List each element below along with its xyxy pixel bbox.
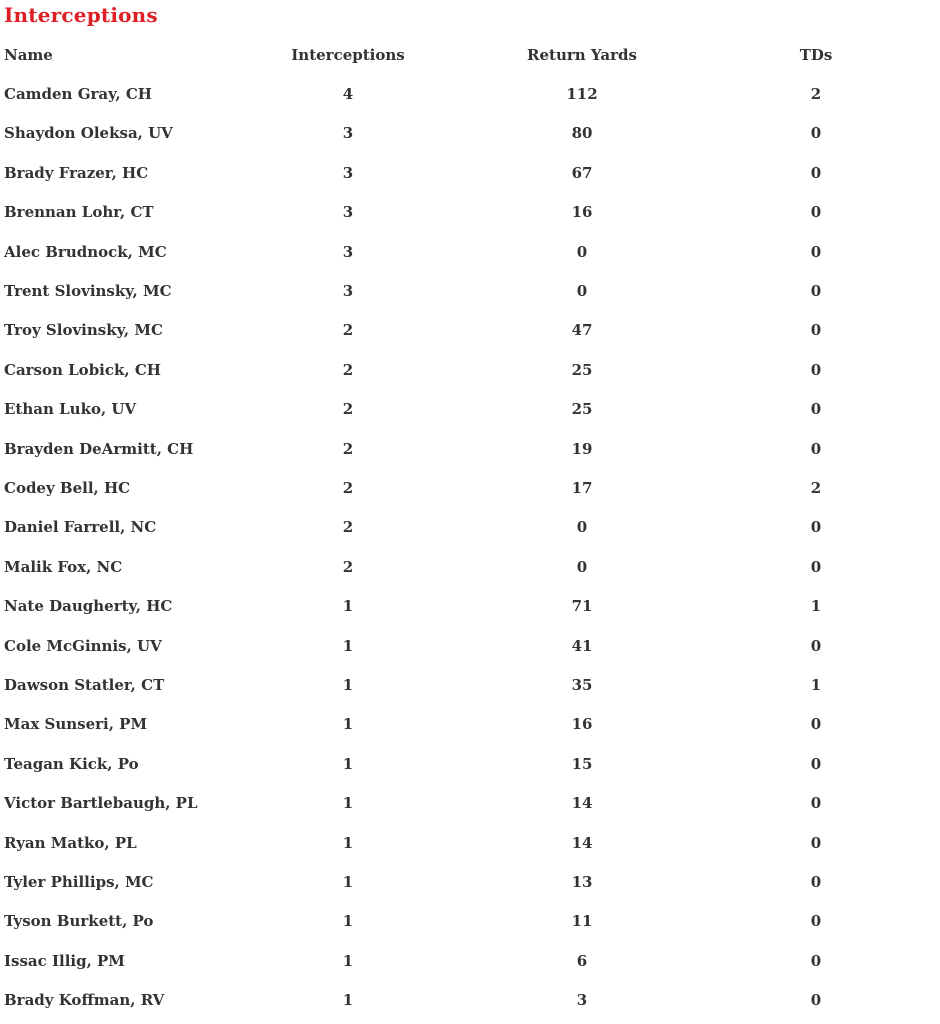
tds-cell: 2	[810, 85, 822, 104]
table-row	[0, 705, 940, 744]
tds-cell: 0	[810, 912, 822, 931]
tds-cell: 0	[810, 518, 822, 537]
player-name-cell: Troy Slovinsky, MC	[4, 321, 163, 340]
player-name-cell: Brady Koffman, RV	[4, 991, 165, 1010]
return-yards-cell: 19	[571, 439, 593, 458]
table-row	[0, 823, 940, 862]
tds-cell: 1	[810, 675, 822, 694]
interceptions-cell: 3	[342, 124, 354, 143]
return-yards-cell: 25	[571, 400, 593, 419]
tds-cell: 0	[810, 951, 822, 970]
player-name-cell: Victor Bartlebaugh, PL	[4, 794, 198, 813]
return-yards-cell: 0	[576, 518, 588, 537]
interceptions-cell: 1	[342, 715, 354, 734]
table-row	[0, 980, 940, 1019]
return-yards-cell: 3	[576, 991, 588, 1010]
return-yards-cell: 11	[571, 912, 593, 931]
interceptions-cell: 2	[342, 360, 354, 379]
interceptions-cell: 1	[342, 951, 354, 970]
return-yards-cell: 17	[571, 478, 593, 497]
return-yards-cell: 47	[571, 321, 593, 340]
player-name-cell: Tyson Burkett, Po	[4, 912, 154, 931]
player-name-cell: Dawson Statler, CT	[4, 675, 165, 694]
return-yards-cell: 0	[576, 282, 588, 301]
column-header-name: Name	[4, 45, 53, 64]
table-row	[0, 193, 940, 232]
return-yards-cell: 25	[571, 360, 593, 379]
column-header-interceptions: Interceptions	[291, 45, 405, 64]
column-header-return-yards: Return Yards	[527, 45, 637, 64]
tds-cell: 0	[810, 124, 822, 143]
table-row	[0, 508, 940, 547]
interceptions-cell: 1	[342, 833, 354, 852]
return-yards-cell: 0	[576, 557, 588, 576]
player-name-cell: Cole McGinnis, UV	[4, 636, 162, 655]
return-yards-cell: 15	[571, 754, 593, 773]
return-yards-cell: 13	[571, 872, 593, 891]
player-name-cell: Max Sunseri, PM	[4, 715, 148, 734]
player-name-cell: Ethan Luko, UV	[4, 400, 137, 419]
interceptions-cell: 1	[342, 872, 354, 891]
return-yards-cell: 35	[571, 675, 593, 694]
tds-cell: 0	[810, 715, 822, 734]
tds-cell: 1	[810, 597, 822, 616]
interceptions-cell: 2	[342, 439, 354, 458]
tds-cell: 0	[810, 163, 822, 182]
table-row	[0, 114, 940, 153]
return-yards-cell: 14	[571, 833, 593, 852]
table-row	[0, 626, 940, 665]
table-body	[0, 74, 940, 1019]
player-name-cell: Tyler Phillips, MC	[4, 872, 154, 891]
interceptions-cell: 2	[342, 518, 354, 537]
tds-cell: 0	[810, 636, 822, 655]
interceptions-cell: 1	[342, 754, 354, 773]
return-yards-cell: 41	[571, 636, 593, 655]
player-name-cell: Codey Bell, HC	[4, 478, 131, 497]
interceptions-table	[0, 35, 940, 1020]
table-row	[0, 311, 940, 350]
player-name-cell: Nate Daugherty, HC	[4, 597, 173, 616]
interceptions-cell: 2	[342, 557, 354, 576]
table-row	[0, 429, 940, 468]
player-name-cell: Daniel Farrell, NC	[4, 518, 157, 537]
interceptions-cell: 3	[342, 242, 354, 261]
table-row	[0, 744, 940, 783]
return-yards-cell: 14	[571, 794, 593, 813]
player-name-cell: Carson Lobick, CH	[4, 360, 161, 379]
tds-cell: 0	[810, 794, 822, 813]
interceptions-cell: 2	[342, 400, 354, 419]
interceptions-cell: 3	[342, 163, 354, 182]
player-name-cell: Malik Fox, NC	[4, 557, 123, 576]
table-row	[0, 586, 940, 625]
table-row	[0, 547, 940, 586]
interceptions-cell: 3	[342, 282, 354, 301]
tds-cell: 0	[810, 203, 822, 222]
interceptions-cell: 1	[342, 636, 354, 655]
interceptions-cell: 1	[342, 912, 354, 931]
interceptions-cell: 4	[342, 85, 354, 104]
section-title-interceptions: Interceptions	[4, 3, 158, 27]
player-name-cell: Shaydon Oleksa, UV	[4, 124, 173, 143]
return-yards-cell: 80	[571, 124, 593, 143]
interceptions-cell: 1	[342, 991, 354, 1010]
table-row	[0, 665, 940, 704]
interceptions-cell: 1	[342, 675, 354, 694]
player-name-cell: Issac Illig, PM	[4, 951, 125, 970]
table-row	[0, 232, 940, 271]
column-header-tds: TDs	[799, 45, 833, 64]
interceptions-cell: 2	[342, 478, 354, 497]
return-yards-cell: 16	[571, 203, 593, 222]
interceptions-cell: 1	[342, 597, 354, 616]
table-row	[0, 783, 940, 822]
table-row	[0, 862, 940, 901]
player-name-cell: Brayden DeArmitt, CH	[4, 439, 194, 458]
table-row	[0, 271, 940, 310]
return-yards-cell: 16	[571, 715, 593, 734]
interceptions-cell: 1	[342, 794, 354, 813]
table-row	[0, 74, 940, 113]
tds-cell: 0	[810, 242, 822, 261]
table-row	[0, 390, 940, 429]
table-row	[0, 350, 940, 389]
return-yards-cell: 71	[571, 597, 593, 616]
player-name-cell: Ryan Matko, PL	[4, 833, 137, 852]
return-yards-cell: 6	[576, 951, 588, 970]
player-name-cell: Teagan Kick, Po	[4, 754, 139, 773]
tds-cell: 0	[810, 991, 822, 1010]
player-name-cell: Camden Gray, CH	[4, 85, 152, 104]
return-yards-cell: 67	[571, 163, 593, 182]
player-name-cell: Alec Brudnock, MC	[4, 242, 167, 261]
tds-cell: 0	[810, 439, 822, 458]
player-name-cell: Trent Slovinsky, MC	[4, 282, 172, 301]
tds-cell: 0	[810, 872, 822, 891]
player-name-cell: Brady Frazer, HC	[4, 163, 149, 182]
tds-cell: 0	[810, 754, 822, 773]
tds-cell: 0	[810, 360, 822, 379]
return-yards-cell: 0	[576, 242, 588, 261]
table-header-row	[0, 35, 940, 74]
player-name-cell: Brennan Lohr, CT	[4, 203, 154, 222]
interceptions-cell: 2	[342, 321, 354, 340]
return-yards-cell: 112	[566, 85, 598, 104]
tds-cell: 0	[810, 557, 822, 576]
interceptions-cell: 3	[342, 203, 354, 222]
table-row	[0, 468, 940, 507]
tds-cell: 0	[810, 400, 822, 419]
table-row	[0, 153, 940, 192]
table-row	[0, 902, 940, 941]
tds-cell: 0	[810, 321, 822, 340]
tds-cell: 0	[810, 282, 822, 301]
table-row	[0, 941, 940, 980]
tds-cell: 2	[810, 478, 822, 497]
tds-cell: 0	[810, 833, 822, 852]
